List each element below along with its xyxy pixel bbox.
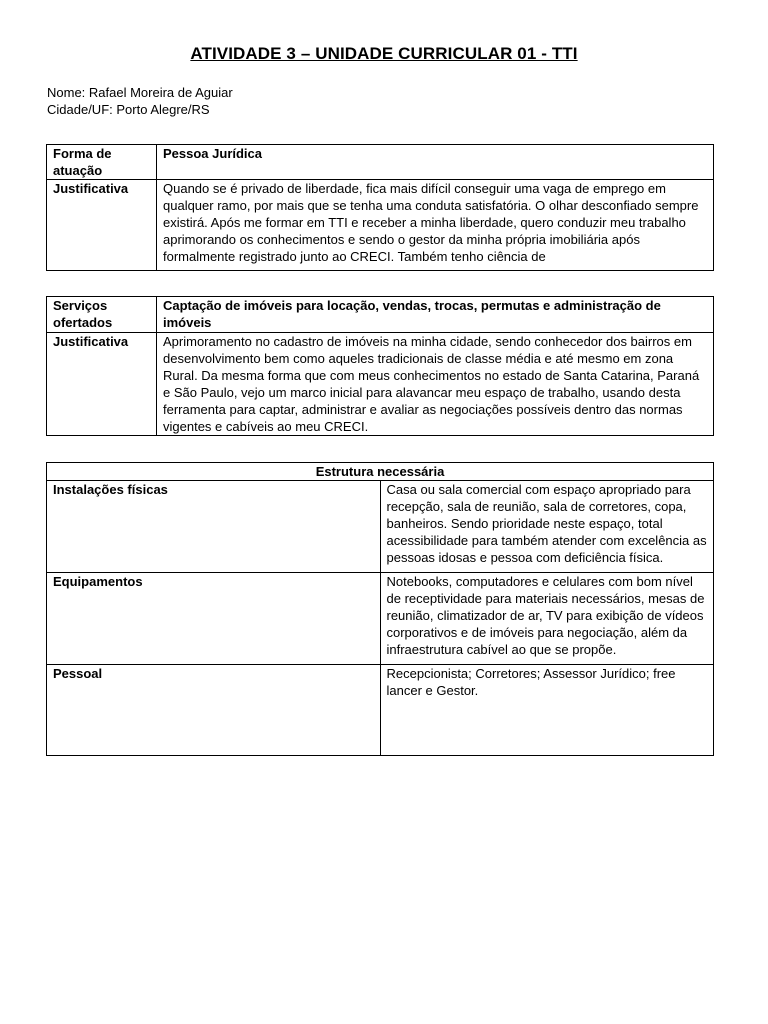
- justificativa-label: Justificativa: [47, 333, 157, 436]
- pessoal-value: Recepcionista; Corretores; Assessor Jurídico; free lancer e Gestor.: [380, 665, 714, 756]
- student-name: Nome: Rafael Moreira de Aguiar: [47, 85, 233, 100]
- table-row: [47, 180, 714, 271]
- table-row: [47, 463, 714, 481]
- justificativa-label: Justificativa: [47, 180, 157, 271]
- table-row: [47, 333, 714, 436]
- student-city: Cidade/UF: Porto Alegre/RS: [47, 102, 210, 117]
- forma-de-atuacao-value: Pessoa Jurídica: [157, 145, 714, 180]
- pessoal-label: Pessoal: [47, 665, 381, 756]
- table-row: [47, 573, 714, 665]
- table-estrutura-necessaria: [46, 462, 714, 756]
- servicos-ofertados-label: Serviços ofertados: [47, 297, 157, 333]
- equipamentos-label: Equipamentos: [47, 573, 381, 665]
- instalacoes-fisicas-label: Instalações físicas: [47, 481, 381, 573]
- forma-de-atuacao-label: Forma de atuação: [47, 145, 157, 180]
- justificativa-value: Quando se é privado de liberdade, fica mais difícil conseguir uma vaga de emprego em qualquer ramo, por mais que se tenha uma conduta satisfatória. O olhar desconfiado sempre existirá. Após me formar em TTI e receber a minha liberdade, quero conduzir meu trabalho aprimorando os conhecimentos e sendo o gestor da minha própria imobiliária após formalmente registrado junto ao CRECI. Também tenho ciência de: [157, 180, 714, 271]
- justificativa-value: Aprimoramento no cadastro de imóveis na minha cidade, sendo conhecedor dos bairros em desenvolvimento bem como aqueles tradicionais de classe média e até mesmo em zona Rural. Da mesma forma que com meus conhecimentos no estado de Santa Catarina, Paraná e São Paulo, vejo um marco inicial para alavancar meu espaço de trabalho, usando desta ferramenta para captar, administrar e avaliar as negociações possíveis dentro das normas vigentes e cabíveis ao meu CRECI.: [157, 333, 714, 436]
- table-servicos-ofertados: [46, 296, 714, 436]
- instalacoes-fisicas-value: Casa ou sala comercial com espaço apropriado para recepção, sala de reunião, sala de corretores, copa, banheiros. Sendo prioridade neste espaço, total acessibilidade para também atender com excelência as pessoas idosas e pessoa com deficiência física.: [380, 481, 714, 573]
- equipamentos-value: Notebooks, computadores e celulares com bom nível de receptividade para materiais necessários, mesas de reunião, climatizador de ar, TV para exibição de vídeos corporativos e de imóveis para negociação, além da infraestrutura cabível ao que se propõe.: [380, 573, 714, 665]
- document-title: ATIVIDADE 3 – UNIDADE CURRICULAR 01 - TTI: [190, 44, 578, 63]
- servicos-ofertados-value: Captação de imóveis para locação, vendas, trocas, permutas e administração de imóveis: [157, 297, 714, 333]
- table-row: [47, 145, 714, 180]
- table-row: [47, 665, 714, 756]
- table-row: [47, 297, 714, 333]
- table-row: [47, 481, 714, 573]
- estrutura-necessaria-header: Estrutura necessária: [47, 463, 714, 481]
- table-forma-de-atuacao: [46, 144, 714, 271]
